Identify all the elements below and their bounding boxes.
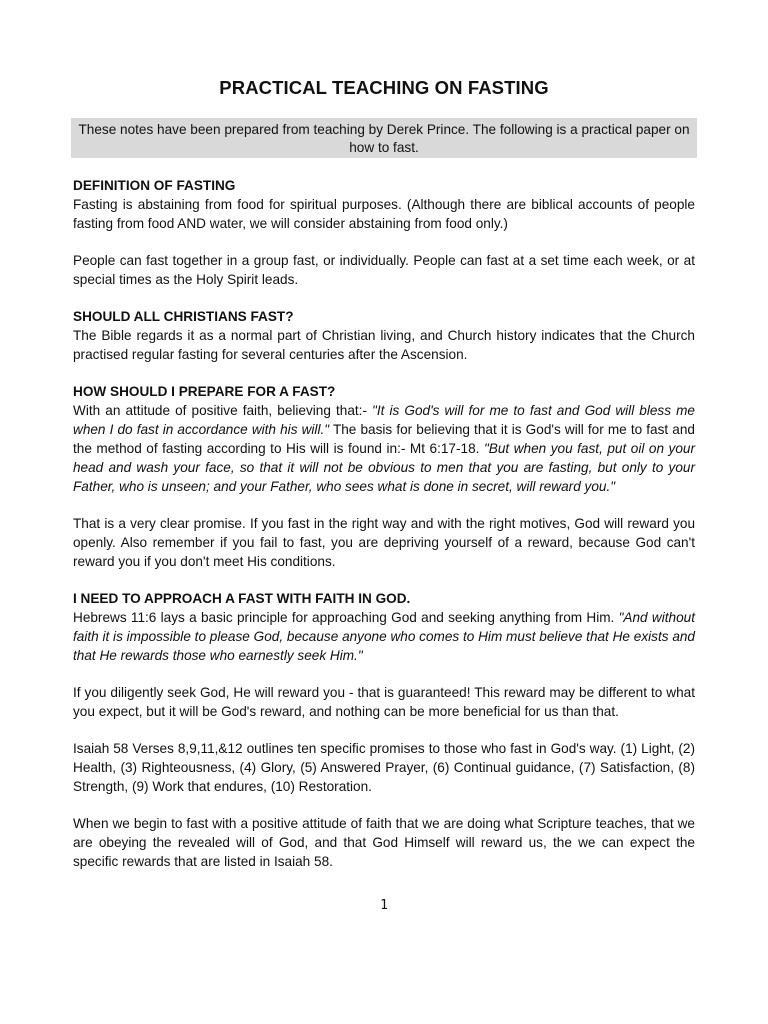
paragraph: That is a very clear promise. If you fast in the right way and with the right motives, God will reward you openly. Also remember if you fail to fast, you are depriving yourself of a reward, because God can't reward you if you don't meet His conditions. [73,516,695,569]
paragraph: Isaiah 58 Verses 8,9,11,&12 outlines ten specific promises to those who fast in God's way. (1) Light, (2) Health, (3) Righteousness, (4) Glory, (5) Answered Prayer, (6) Continual guidance, (7) Satisfaction, (8) Strength, (9) Work that endures, (10) Restoration. [73,741,695,794]
section-heading-definition: DEFINITION OF FASTING [73,178,236,193]
page-number: 1 [380,898,388,913]
page-title: PRACTICAL TEACHING ON FASTING [219,77,549,98]
section-heading-should-fast: SHOULD ALL CHRISTIANS FAST? [73,309,294,324]
intro-box: These notes have been prepared from teaching by Derek Prince. The following is a practical paper on how to fast. [71,118,697,158]
section-heading-faith: I NEED TO APPROACH A FAST WITH FAITH IN GOD. [73,591,411,606]
scripture-quote: "It is God's will for me to fast and God will bless me when I do fast in accordance with his will." [73,403,695,437]
paragraph [73,401,695,496]
paragraph: The Bible regards it as a normal part of Christian living, and Church history indicates that the Church practised regular fasting for several centuries after the Ascension. [73,328,695,362]
paragraph [73,608,695,665]
text-run: With an attitude of positive faith, believing that:- [73,403,373,418]
paragraph: People can fast together in a group fast, or individually. People can fast at a set time each week, or at special times as the Holy Spirit leads. [73,253,695,287]
scripture-quote: "And without faith it is impossible to please God, because anyone who comes to Him must believe that He exists and that He rewards those who earnestly seek Him." [73,610,695,663]
document-body [73,176,695,889]
paragraph: If you diligently seek God, He will reward you - that is guaranteed! This reward may be different to what you expect, but it will be God's reward, and nothing can be more beneficial for us than that. [73,685,695,719]
scripture-quote: "But when you fast, put oil on your head and wash your face, so that it will not be obvious to men that you are fasting, but only to your Father, who is unseen; and your Father, who sees what is done in secret, will reward you." [73,441,695,494]
paragraph: Fasting is abstaining from food for spiritual purposes. (Although there are biblical accounts of people fasting from food AND water, we will consider abstaining from food only.) [73,197,695,231]
paragraph: When we begin to fast with a positive attitude of faith that we are doing what Scripture teaches, that we are obeying the revealed will of God, and that God Himself will reward us, the we can expect the specific rewards that are listed in Isaiah 58. [73,816,695,869]
text-run: The basis for believing that it is God's will for me to fast and the method of fasting according to His will is found in:- Mt 6:17-18. [73,422,695,456]
text-run: Hebrews 11:6 lays a basic principle for approaching God and seeking anything from Him. [73,610,619,625]
section-heading-prepare: HOW SHOULD I PREPARE FOR A FAST? [73,384,336,399]
